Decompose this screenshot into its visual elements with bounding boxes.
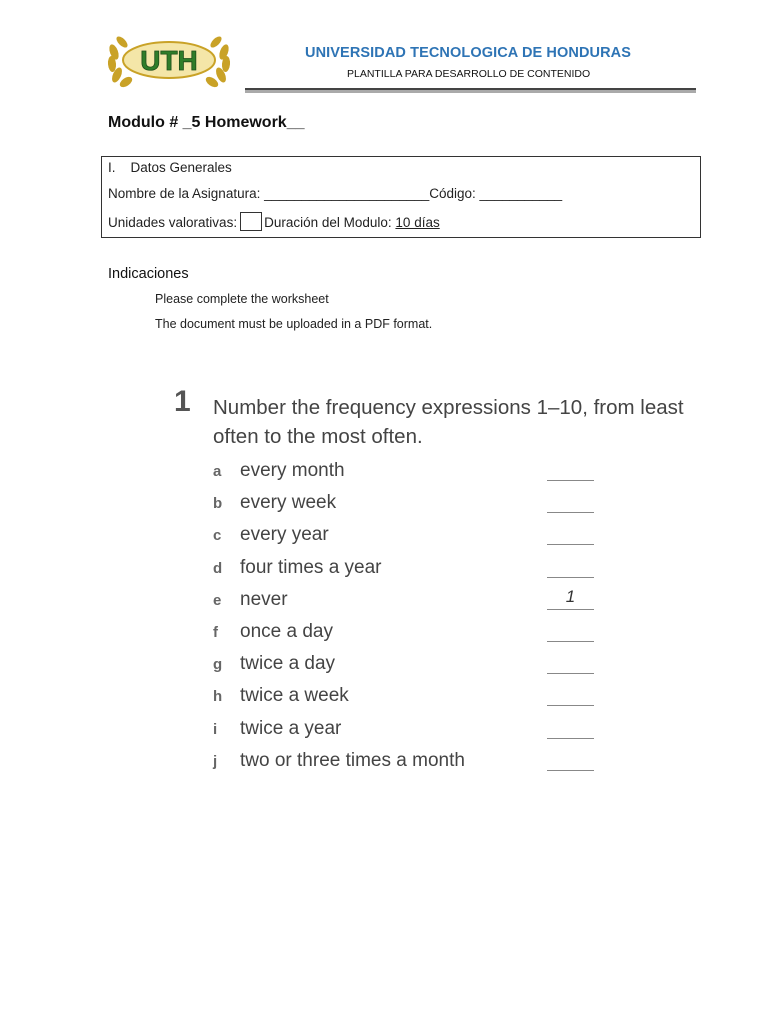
item-text: four times a year [240, 556, 382, 578]
item-letter: h [213, 688, 223, 706]
exercise-item [213, 492, 613, 518]
item-letter: e [213, 591, 222, 609]
exercise-item [213, 718, 613, 744]
item-letter: g [213, 656, 223, 674]
duration-value: 10 días [395, 215, 440, 230]
exercise-instruction: Number the frequency expressions 1–10, from least often to the most often. [213, 396, 684, 448]
exercise-item [213, 460, 613, 486]
exercise-item [213, 557, 613, 583]
item-text: twice a year [240, 717, 342, 739]
item-text: twice a week [240, 685, 349, 707]
code-label: Código: ___________ [429, 186, 563, 201]
item-letter: a [213, 463, 222, 480]
answer-blank[interactable] [547, 641, 594, 642]
subject-label: Nombre de la Asignatura: ______________________ [108, 186, 430, 201]
answer-blank[interactable] [547, 673, 594, 674]
answer-blank[interactable] [547, 609, 594, 610]
module-title: Modulo # _5 Homework__ [108, 114, 305, 131]
units-label: Unidades valorativas: [108, 215, 238, 230]
answer-blank[interactable] [547, 577, 594, 578]
item-letter: f [213, 624, 218, 641]
answer-value: 1 [565, 586, 576, 606]
item-text: once a day [240, 621, 333, 642]
exercise-item [213, 621, 613, 647]
item-text: twice a day [240, 653, 336, 675]
item-letter: c [213, 527, 222, 545]
units-input-box[interactable] [240, 212, 262, 231]
subject-row [108, 186, 562, 201]
exercise-item [213, 653, 613, 679]
item-text: two or three times a month [240, 749, 465, 771]
general-data-heading: I. Datos Generales [108, 160, 232, 175]
general-data-box [101, 156, 701, 238]
item-text: every year [240, 524, 329, 546]
exercise-item [213, 586, 613, 615]
header-divider [245, 88, 696, 93]
answer-blank[interactable] [547, 770, 594, 771]
item-text: every month [240, 460, 345, 481]
answer-blank[interactable] [547, 738, 594, 739]
item-text: never [240, 588, 288, 610]
instruction-line: Please complete the worksheet [155, 292, 329, 306]
units-row [108, 212, 440, 231]
answer-blank[interactable] [547, 705, 594, 706]
item-letter: d [213, 559, 223, 577]
instructions-title: Indicaciones [108, 266, 189, 282]
exercise-item [213, 685, 613, 711]
instruction-line: The document must be uploaded in a PDF format. [155, 317, 433, 331]
university-name: UNIVERSIDAD TECNOLOGICA DE HONDURAS [305, 45, 632, 61]
answer-blank[interactable] [547, 512, 594, 513]
item-letter: j [213, 752, 218, 770]
exercise-number: 1 [174, 385, 191, 418]
logo-text: UTH [140, 45, 198, 76]
uth-logo [104, 30, 234, 88]
exercise-item [213, 524, 613, 550]
template-subtitle: PLANTILLA PARA DESARROLLO DE CONTENIDO [347, 68, 591, 80]
answer-blank[interactable] [547, 480, 594, 481]
item-text: every week [240, 492, 337, 514]
exercise-item [213, 750, 613, 776]
item-letter: i [213, 720, 218, 738]
duration-label: Duración del Modulo: [264, 215, 392, 230]
item-letter: b [213, 495, 223, 513]
answer-blank[interactable] [547, 544, 594, 545]
